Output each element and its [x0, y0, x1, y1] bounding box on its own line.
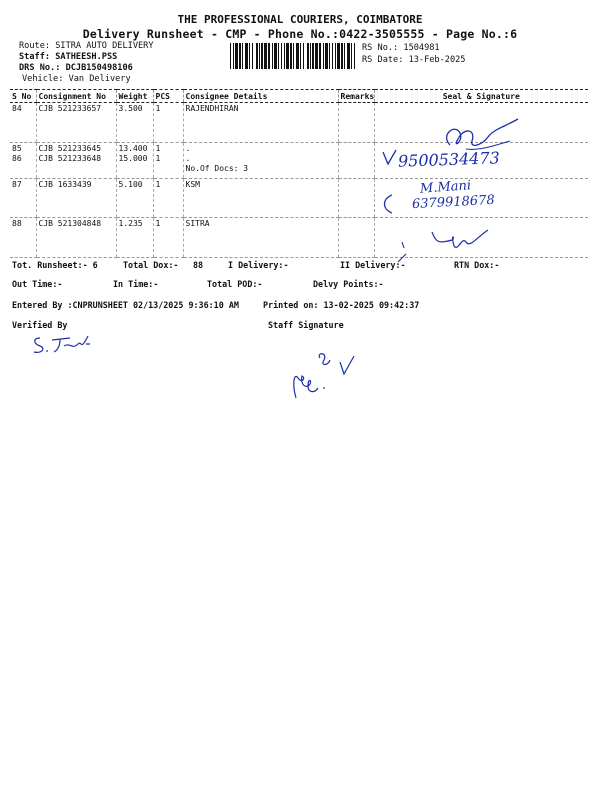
- rs-date: RS Date: 13-Feb-2025: [362, 55, 466, 65]
- total-runsheet: Tot. Runsheet:- 6: [12, 260, 98, 270]
- column-header: Consignment No: [36, 90, 116, 103]
- consignment-cell: CJB 521304848: [36, 218, 116, 258]
- consignee-cell: RAJENDHIRAN: [183, 103, 338, 143]
- in-time-label: In Time:-: [113, 279, 159, 289]
- sno-cell: 84: [10, 103, 36, 143]
- pcs-cell: 1 1: [153, 143, 183, 179]
- column-header: Seal & Signature: [374, 90, 588, 103]
- out-time-label: Out Time:-: [12, 279, 63, 289]
- printed-on: Printed on: 13-02-2025 09:42:37: [263, 300, 420, 310]
- handwritten-phone-2: 6379918678: [411, 192, 496, 213]
- consignee-cell: SITRA: [183, 218, 338, 258]
- weight-cell: 3.500: [116, 103, 153, 143]
- sno-cell: 85 86: [10, 143, 36, 179]
- handwritten-name: M.Mani: [419, 178, 472, 197]
- remarks-cell: [338, 179, 374, 218]
- runsheet-title: Delivery Runsheet - CMP - Phone No.:0422-3505555 - Page No.:6: [82, 27, 518, 41]
- consignment-cell: CJB 521233657: [36, 103, 116, 143]
- staff-signature-label: Staff Signature: [268, 320, 344, 330]
- total-dox-label: Total Dox:-: [123, 260, 179, 270]
- handwritten-signature-2: [392, 212, 512, 267]
- total-dox-value: 88: [193, 260, 204, 270]
- table-header-row: [10, 90, 588, 103]
- vehicle-label: Vehicle: Van Delivery: [22, 74, 131, 84]
- column-header: Consignee Details: [183, 90, 338, 103]
- pcs-cell: 1: [153, 218, 183, 258]
- handwritten-phone-1: 9500534473: [397, 148, 501, 171]
- barcode-image: [230, 43, 355, 69]
- company-name: THE PROFESSIONAL COURIERS, COIMBATORE: [177, 13, 423, 26]
- column-header: Remarks: [338, 90, 374, 103]
- consignment-cell: CJB 521233645 CJB 521233648: [36, 143, 116, 179]
- column-header: S No: [10, 90, 36, 103]
- route-label: Route: SITRA AUTO DELIVERY: [19, 41, 154, 51]
- weight-cell: 5.100: [116, 179, 153, 218]
- staff-signature-mark: [288, 348, 358, 406]
- sno-cell: 87: [10, 179, 36, 218]
- total-pod-label: Total POD:-: [207, 279, 263, 289]
- column-header: Weight: [116, 90, 153, 103]
- remarks-cell: [338, 143, 374, 179]
- consignee-cell: . . No.Of Docs: 3: [183, 143, 338, 179]
- delivery-points-label: Delvy Points:-: [313, 279, 384, 289]
- rtn-dox-label: RTN Dox:-: [454, 260, 500, 270]
- remarks-cell: [338, 103, 374, 143]
- weight-cell: 13.400 15.000: [116, 143, 153, 179]
- entered-by: Entered By :CNPRUNSHEET 02/13/2025 9:36:10 AM: [12, 300, 239, 310]
- ii-delivery-label: II Delivery:-: [340, 260, 406, 270]
- verified-by-label: Verified By: [12, 320, 68, 330]
- consignment-cell: CJB 1633439: [36, 179, 116, 218]
- rs-number: RS No.: 1504981: [362, 43, 440, 53]
- column-header: PCS: [153, 90, 183, 103]
- sno-cell: 88: [10, 218, 36, 258]
- drs-number: DRS No.: DCJB150498106: [19, 63, 133, 73]
- consignee-cell: KSM: [183, 179, 338, 218]
- weight-cell: 1.235: [116, 218, 153, 258]
- pcs-cell: 1: [153, 179, 183, 218]
- remarks-cell: [338, 218, 374, 258]
- verified-by-signature: [30, 332, 95, 356]
- pcs-cell: 1: [153, 103, 183, 143]
- staff-label: Staff: SATHEESH.PSS: [19, 52, 118, 62]
- i-delivery-label: I Delivery:-: [228, 260, 289, 270]
